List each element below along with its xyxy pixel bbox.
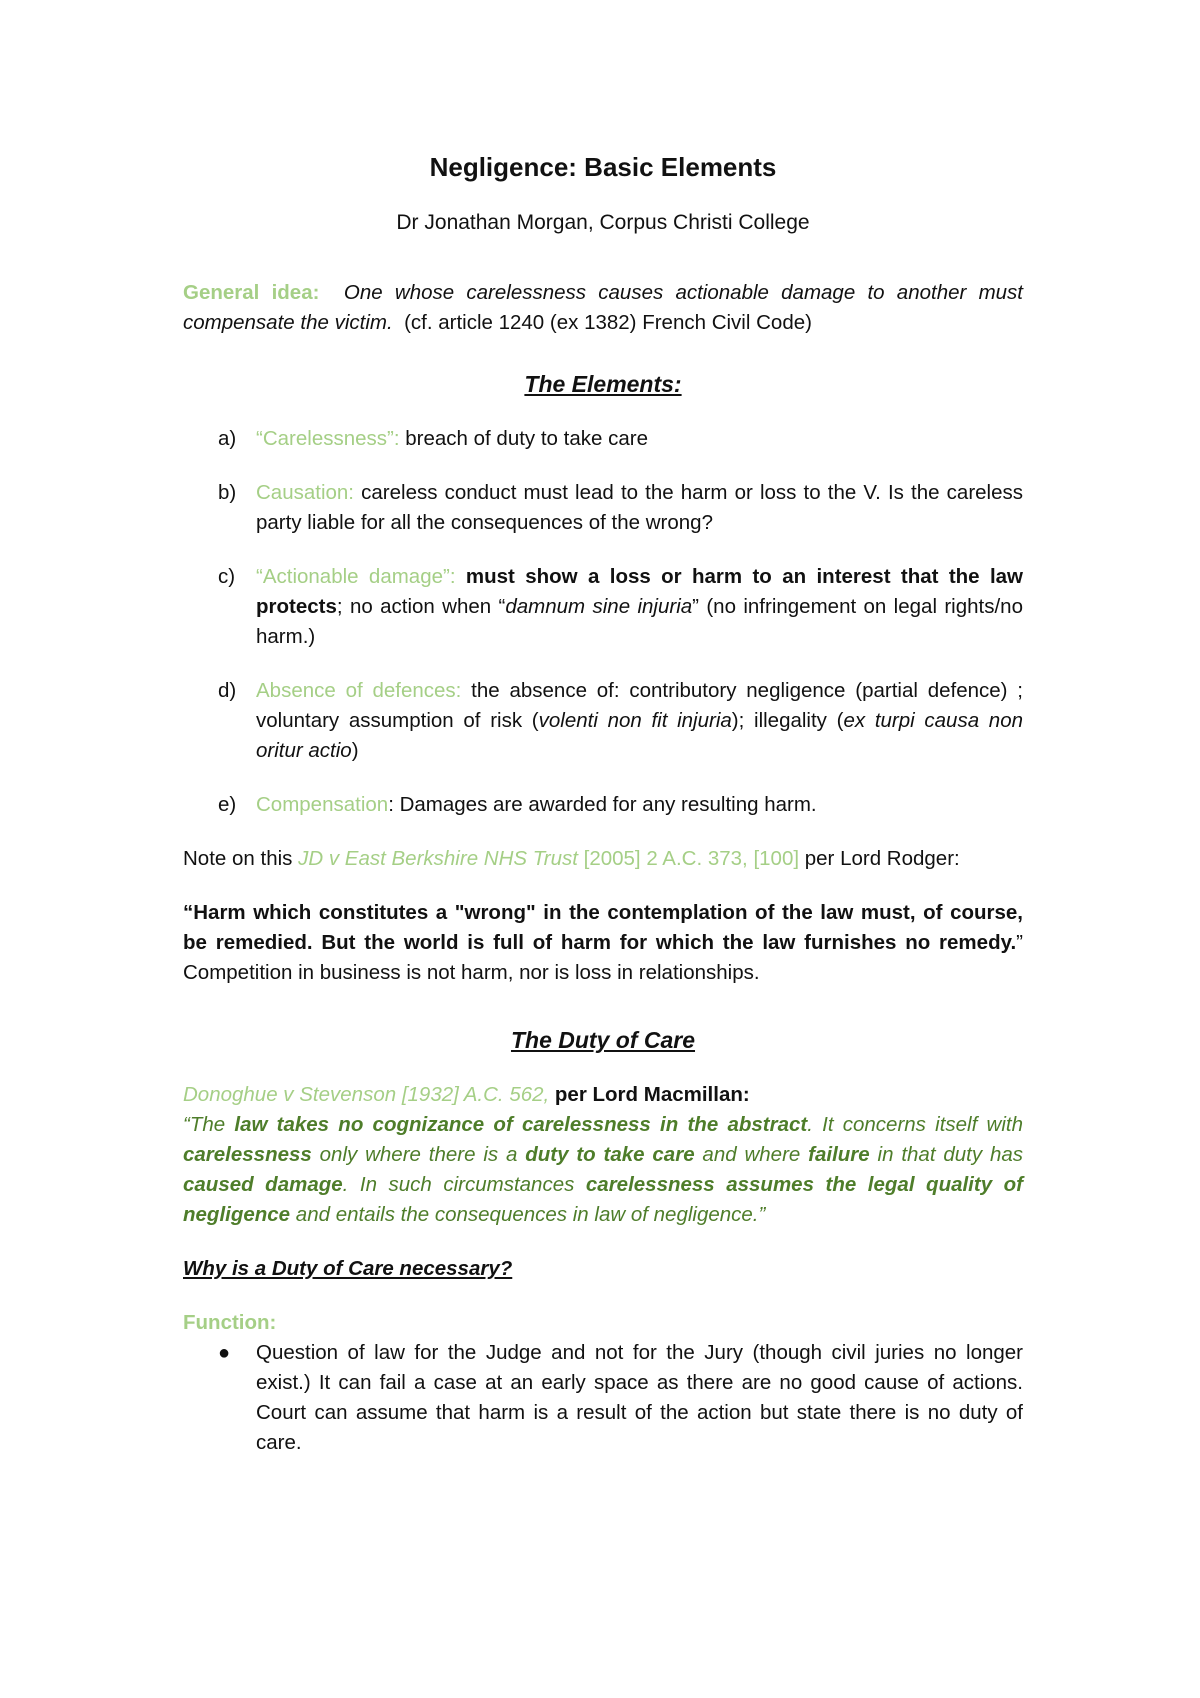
quote-text: only where there is a xyxy=(311,1143,526,1166)
note-citation: [2005] 2 A.C. 373, [100] xyxy=(577,847,800,870)
function-label: Function: xyxy=(183,1311,277,1334)
element-text: ); illegality ( xyxy=(731,709,844,732)
element-label: “Actionable damage”: xyxy=(256,565,456,588)
bullet-text: Question of law for the Judge and not for the Jury (though civil juries no longer exist.) It can fail a case at an early space as there are no good cause of actions. Court can assume that harm is a result of the action but state there is no duty of care. xyxy=(256,1341,1023,1454)
general-idea-paragraph xyxy=(183,278,1023,338)
quote-text: “The xyxy=(183,1113,235,1136)
quote-text: in that duty has xyxy=(869,1143,1024,1166)
element-marker: c) xyxy=(218,565,236,588)
element-text: ) xyxy=(351,739,359,762)
element-latin-term: ex turpi causa non oritur actio xyxy=(256,709,1023,762)
quote-emphasis: caused damage xyxy=(183,1173,343,1196)
element-text: the absence of: contributory negligence (partial defence) ; voluntary assumption of risk ( xyxy=(256,679,1023,732)
note-prefix: Note on this xyxy=(183,847,299,870)
element-text: : Damages are awarded for any resulting harm. xyxy=(388,793,817,816)
element-marker: b) xyxy=(218,481,237,504)
element-bold-text: must show a loss or harm to an interest that the law protects xyxy=(256,565,1023,618)
element-latin-term: volenti non fit injuria xyxy=(538,709,732,732)
element-item-b xyxy=(183,478,1023,538)
element-label: “Carelessness”: xyxy=(256,427,400,450)
general-idea-ref: (cf. article 1240 (ex 1382) French Civil Code) xyxy=(404,311,812,334)
why-heading: Why is a Duty of Care necessary? xyxy=(183,1257,513,1280)
donoghue-per: per Lord Macmillan: xyxy=(549,1083,750,1106)
elements-list xyxy=(183,424,1023,820)
quote-emphasis: failure xyxy=(808,1143,870,1166)
quote-emphasis: carelessness assumes the legal quality of negligence xyxy=(183,1173,1023,1226)
donoghue-paragraph xyxy=(183,1080,1023,1230)
element-text: careless conduct must lead to the harm or loss to the V. Is the careless party liable for all the consequences of the wrong? xyxy=(256,481,1023,534)
quote-emphasis: law takes no cognizance of carelessness in the abstract xyxy=(234,1113,808,1136)
element-marker: e) xyxy=(218,793,237,816)
element-label: Causation: xyxy=(256,481,355,504)
duty-heading: The Duty of Care xyxy=(510,1027,696,1053)
document-title: Negligence: Basic Elements xyxy=(429,152,777,182)
quote-emphasis: duty to take care xyxy=(525,1143,695,1166)
element-label: Absence of defences: xyxy=(256,679,462,702)
quote-text: and where xyxy=(694,1143,809,1166)
quote-emphasis: carelessness xyxy=(183,1143,312,1166)
bullet-icon: ● xyxy=(218,1342,231,1364)
rodger-quote-bold: “Harm which constitutes a "wrong" in the contemplation of the law must, of course, be remedied. But the world is full of harm for which the law furnishes no remedy. xyxy=(183,901,1023,954)
element-item-a xyxy=(183,424,1023,454)
note-paragraph xyxy=(183,844,1023,874)
element-item-d xyxy=(183,676,1023,766)
element-label: Compensation xyxy=(256,793,389,816)
donoghue-case: Donoghue v Stevenson [1932] A.C. 562, xyxy=(183,1083,550,1106)
document-author: Dr Jonathan Morgan, Corpus Christi College xyxy=(396,211,810,234)
function-bullets xyxy=(183,1338,1023,1458)
quote-text: . It concerns itself with xyxy=(807,1113,1023,1136)
element-text: ; no action when “ xyxy=(336,595,506,618)
element-latin-term: damnum sine injuria xyxy=(505,595,693,618)
rodger-quote-rest: ” Competition in business is not harm, nor is loss in relationships. xyxy=(183,931,1023,984)
element-marker: a) xyxy=(218,427,237,450)
rodger-quote xyxy=(183,898,1023,988)
quote-text: and entails the consequences in law of negligence.” xyxy=(290,1203,766,1226)
document-body xyxy=(183,150,1023,1458)
element-marker: d) xyxy=(218,679,237,702)
general-idea-text: One whose carelessness causes actionable damage to another must compensate the victim. xyxy=(183,281,1023,334)
quote-text: . In such circumstances xyxy=(342,1173,586,1196)
bullet-item xyxy=(183,1338,1023,1458)
note-case-name: JD v East Berkshire NHS Trust xyxy=(298,847,578,870)
element-item-c xyxy=(183,562,1023,652)
element-item-e xyxy=(183,790,1023,820)
general-idea-label: General idea: xyxy=(183,281,320,304)
note-suffix: per Lord Rodger: xyxy=(799,847,960,870)
element-text: breach of duty to take care xyxy=(399,427,648,450)
donoghue-quote xyxy=(183,1113,1023,1226)
elements-heading: The Elements: xyxy=(524,371,682,397)
element-text: ” (no infringement on legal rights/no harm.) xyxy=(256,595,1023,648)
